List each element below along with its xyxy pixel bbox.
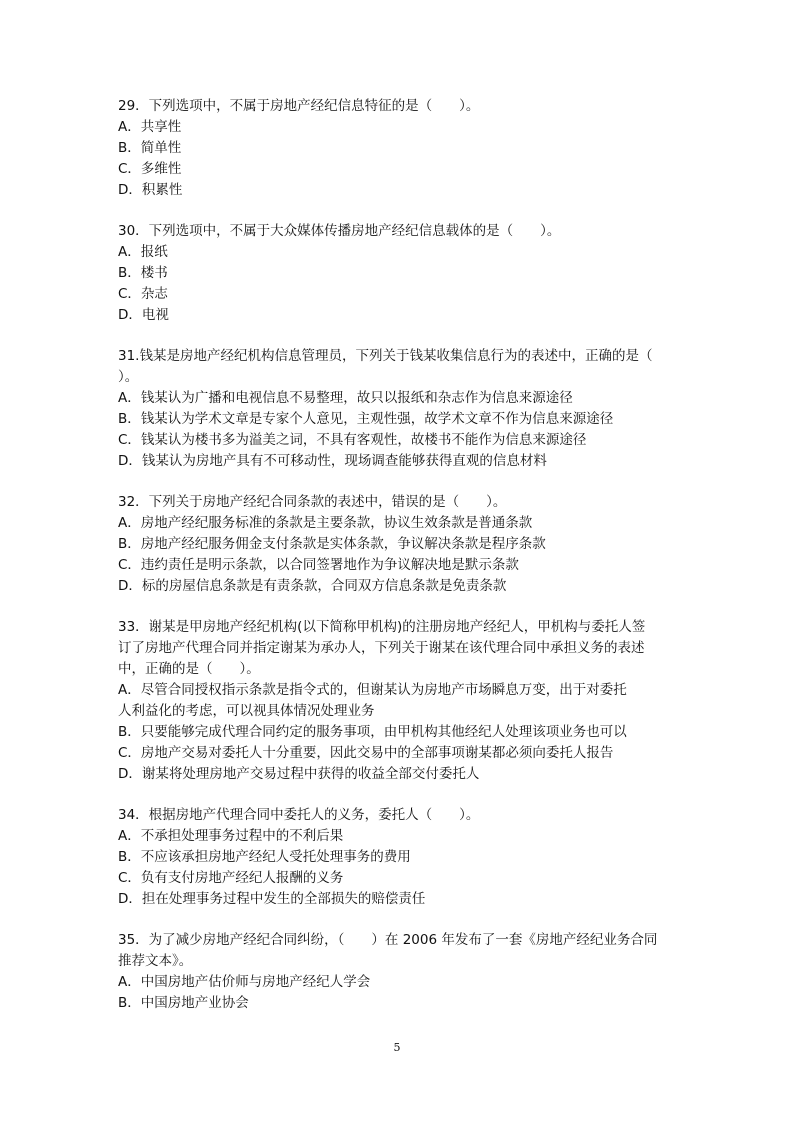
option-a: A．中国房地产估价师与房地产经纪人学会 xyxy=(118,974,371,990)
option-b: B．简单性 xyxy=(118,140,182,156)
question-stem-continued: 中，正确的是（ ）。 xyxy=(118,661,260,677)
option-c: C．杂志 xyxy=(118,286,168,302)
question-stem: 35．为了减少房地产经纪合同纠纷，（ ）在 2006 年发布了一套《房地产经纪业务合同 xyxy=(118,932,658,948)
option-a: A．报纸 xyxy=(118,244,168,260)
option-a: A．共享性 xyxy=(118,119,182,135)
option-c: C．违约责任是明示条款，以合同签署地作为争议解决地是默示条款 xyxy=(118,557,519,573)
option-d: D．积累性 xyxy=(118,182,183,198)
question-31 xyxy=(118,346,680,472)
option-d: D．钱某认为房地产具有不可移动性，现场调查能够获得直观的信息材料 xyxy=(118,453,547,469)
question-list xyxy=(118,96,680,1034)
option-d: D．担在处理事务过程中发生的全部损失的赔偿责任 xyxy=(118,891,426,907)
question-35 xyxy=(118,930,680,1014)
option-a: A．不承担处理事务过程中的不利后果 xyxy=(118,828,344,844)
question-stem-continued: 订了房地产代理合同并指定谢某为承办人，下列关于谢某在该代理合同中承担义务的表述 xyxy=(118,640,645,656)
question-stem: 33．谢某是甲房地产经纪机构(以下简称甲机构)的注册房地产经纪人，甲机构与委托人签 xyxy=(118,619,646,635)
option-b: B．中国房地产业协会 xyxy=(118,995,249,1011)
option-c: C．负有支付房地产经纪人报酬的义务 xyxy=(118,870,344,886)
question-stem-continued: ）。 xyxy=(118,369,139,385)
question-33 xyxy=(118,617,680,785)
option-b: B．楼书 xyxy=(118,265,168,281)
option-b: B．只要能够完成代理合同约定的服务事项，由甲机构其他经纪人处理该项业务也可以 xyxy=(118,724,627,740)
option-b: B．钱某认为学术文章是专家个人意见，主观性强，故学术文章不作为信息来源途径 xyxy=(118,411,614,427)
question-stem: 29．下列选项中，不属于房地产经纪信息特征的是（ ）。 xyxy=(118,98,480,114)
option-a: A．房地产经纪服务标准的条款是主要条款，协议生效条款是普通条款 xyxy=(118,515,533,531)
option-b: B．房地产经纪服务佣金支付条款是实体条款，争议解决条款是程序条款 xyxy=(118,536,546,552)
option-b: B．不应该承担房地产经纪人受托处理事务的费用 xyxy=(118,849,411,865)
option-d: D．谢某将处理房地产交易过程中获得的收益全部交付委托人 xyxy=(118,766,480,782)
question-stem: 34．根据房地产代理合同中委托人的义务，委托人（ ）。 xyxy=(118,807,480,823)
option-c: C．多维性 xyxy=(118,161,182,177)
question-stem: 32．下列关于房地产经纪合同条款的表述中，错误的是（ ）。 xyxy=(118,494,507,510)
option-d: D．电视 xyxy=(118,307,169,323)
page-number: 5 xyxy=(393,1041,401,1054)
option-a: A．钱某认为广播和电视信息不易整理，故只以报纸和杂志作为信息来源途径 xyxy=(118,390,573,406)
question-32 xyxy=(118,492,680,597)
question-stem: 31.钱某是房地产经纪机构信息管理员，下列关于钱某收集信息行为的表述中，正确的是（ xyxy=(118,348,653,364)
question-stem: 30．下列选项中，不属于大众媒体传播房地产经纪信息载体的是（ ）。 xyxy=(118,223,561,239)
question-stem-continued: 推荐文本》。 xyxy=(118,953,193,969)
question-34 xyxy=(118,805,680,910)
question-29 xyxy=(118,96,680,201)
option-d: D．标的房屋信息条款是有责条款，合同双方信息条款是免责条款 xyxy=(118,578,507,594)
option-c: C．房地产交易对委托人十分重要，因此交易中的全部事项谢某都必须向委托人报告 xyxy=(118,745,614,761)
option-a: A．尽管合同授权指示条款是指令式的，但谢某认为房地产市场瞬息万变，出于对委托 人利益化的考虑，可以视具体情况处理业务 xyxy=(118,682,627,719)
option-c: C．钱某认为楼书多为溢美之词，不具有客观性，故楼书不能作为信息来源途径 xyxy=(118,432,587,448)
question-30 xyxy=(118,221,680,326)
